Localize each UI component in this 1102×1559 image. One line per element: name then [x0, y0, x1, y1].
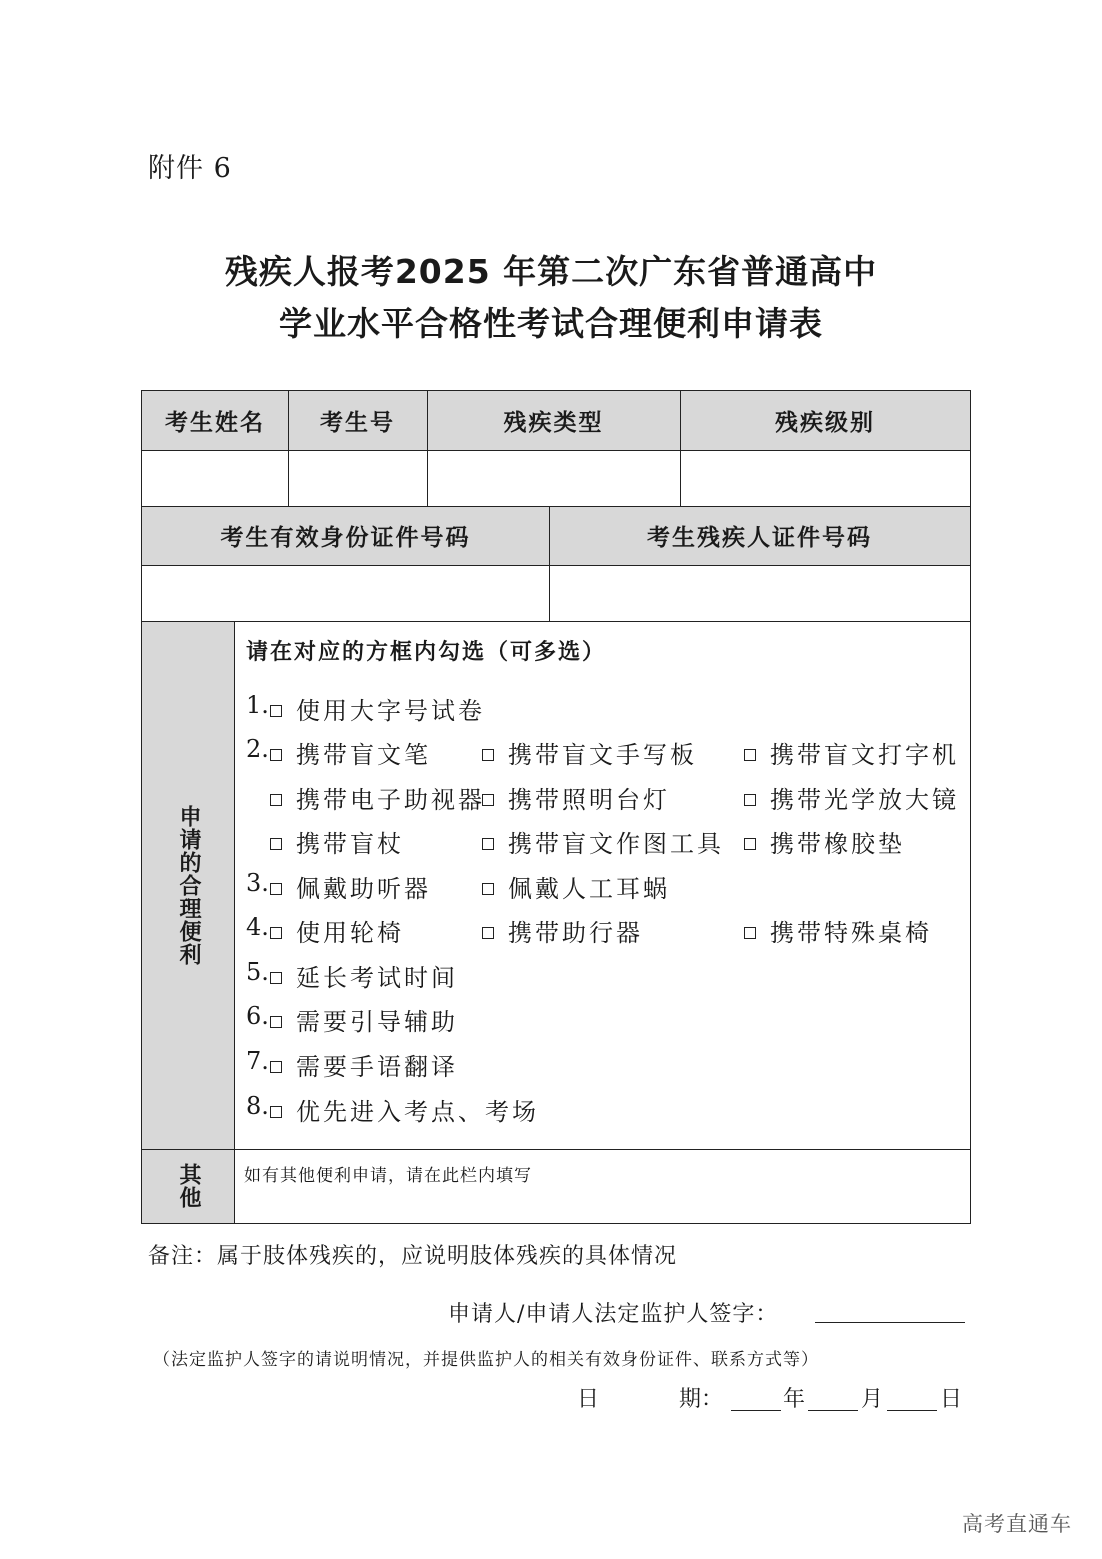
- accommodation-instruction: 请在对应的方框内勾选（可多选）: [246, 640, 607, 665]
- checkbox-icon[interactable]: [482, 883, 494, 895]
- input-id-number[interactable]: [142, 565, 549, 621]
- month-field[interactable]: [808, 1410, 858, 1411]
- header-student-name: 考生姓名: [142, 391, 288, 450]
- checkbox-icon[interactable]: [482, 838, 494, 850]
- guardian-note: （法定监护人签字的请说明情况，并提供监护人的相关有效身份证件、联系方式等）: [153, 1350, 819, 1370]
- date-label-ri: 日: [577, 1387, 600, 1412]
- option-white-cane[interactable]: 携带盲杖: [270, 824, 404, 859]
- option-desk-lamp[interactable]: 携带照明台灯: [482, 780, 670, 815]
- option-rubber-mat[interactable]: 携带橡胶垫: [744, 824, 905, 859]
- option-priority-entry[interactable]: 优先进入考点、考场: [270, 1092, 539, 1127]
- option-large-print-paper[interactable]: 使用大字号试卷: [270, 691, 485, 726]
- checkbox-icon[interactable]: [482, 749, 494, 761]
- checkbox-icon[interactable]: [270, 1106, 282, 1118]
- option-extended-time[interactable]: 延长考试时间: [270, 958, 458, 993]
- option-electronic-magnifier[interactable]: 携带电子助视器: [270, 780, 485, 815]
- header-student-number: 考生号: [288, 391, 427, 450]
- option-hearing-aid[interactable]: 佩戴助听器: [270, 869, 431, 904]
- checkbox-icon[interactable]: [270, 1061, 282, 1073]
- checkbox-icon[interactable]: [270, 883, 282, 895]
- day-field[interactable]: [887, 1410, 937, 1411]
- checkbox-icon[interactable]: [744, 838, 756, 850]
- option-optical-magnifier[interactable]: 携带光学放大镜: [744, 780, 959, 815]
- date-day-label: 日: [940, 1387, 963, 1412]
- item-number: 6.: [246, 1002, 269, 1030]
- option-cochlear-implant[interactable]: 佩戴人工耳蜗: [482, 869, 670, 904]
- checkbox-icon[interactable]: [270, 972, 282, 984]
- other-label-text: 其他: [176, 1163, 201, 1209]
- item-number: 5.: [246, 958, 269, 986]
- option-wheelchair[interactable]: 使用轮椅: [270, 913, 404, 948]
- option-special-desk-chair[interactable]: 携带特殊桌椅: [744, 913, 932, 948]
- signature-label: 申请人/申请人法定监护人签字：: [448, 1302, 779, 1327]
- input-disability-level[interactable]: [680, 450, 970, 506]
- form-title-line1: 残疾人报考2025 年第二次广东省普通高中: [224, 252, 878, 291]
- checkbox-icon[interactable]: [270, 794, 282, 806]
- date-label-qi: 期：: [679, 1387, 724, 1412]
- header-disability-level: 残疾级别: [680, 391, 970, 450]
- option-guided-assistance[interactable]: 需要引导辅助: [270, 1002, 458, 1037]
- item-number: 3.: [246, 869, 269, 897]
- checkbox-icon[interactable]: [744, 794, 756, 806]
- date-year-label: 年: [783, 1387, 806, 1412]
- checkbox-icon[interactable]: [270, 749, 282, 761]
- option-braille-pen[interactable]: 携带盲文笔: [270, 735, 431, 770]
- checkbox-icon[interactable]: [744, 749, 756, 761]
- input-student-number[interactable]: [288, 450, 427, 506]
- form-title-line2: 学业水平合格性考试合理便利申请表: [279, 304, 823, 343]
- other-request-hint[interactable]: 如有其他便利申请，请在此栏内填写: [244, 1166, 532, 1186]
- checkbox-icon[interactable]: [270, 838, 282, 850]
- checkbox-icon[interactable]: [482, 794, 494, 806]
- input-student-name[interactable]: [142, 450, 288, 506]
- remark-note: 备注：属于肢体残疾的，应说明肢体残疾的具体情况: [148, 1244, 678, 1269]
- year-field[interactable]: [731, 1410, 781, 1411]
- item-number: 7.: [246, 1047, 269, 1075]
- checkbox-icon[interactable]: [482, 927, 494, 939]
- date-month-label: 月: [861, 1387, 884, 1412]
- input-disability-type[interactable]: [427, 450, 680, 506]
- header-disability-cert-number: 考生残疾人证件号码: [549, 506, 970, 565]
- option-braille-slate[interactable]: 携带盲文手写板: [482, 735, 697, 770]
- header-id-number: 考生有效身份证件号码: [142, 506, 549, 565]
- item-number: 4.: [246, 913, 269, 941]
- option-sign-language[interactable]: 需要手语翻译: [270, 1047, 458, 1082]
- option-walker[interactable]: 携带助行器: [482, 913, 643, 948]
- option-braille-drawing-tools[interactable]: 携带盲文作图工具: [482, 824, 724, 859]
- header-disability-type: 残疾类型: [427, 391, 680, 450]
- attachment-label: 附件 6: [148, 153, 232, 184]
- item-number: 1.: [246, 691, 269, 719]
- checkbox-icon[interactable]: [270, 1016, 282, 1028]
- item-number: 8.: [246, 1092, 269, 1120]
- signature-field[interactable]: [815, 1322, 965, 1323]
- checkbox-icon[interactable]: [270, 705, 282, 717]
- item-number: 2.: [246, 735, 269, 763]
- checkbox-icon[interactable]: [270, 927, 282, 939]
- checkbox-icon[interactable]: [744, 927, 756, 939]
- section-label-accommodations: [142, 621, 234, 1149]
- option-braille-typewriter[interactable]: 携带盲文打字机: [744, 735, 959, 770]
- watermark: 高考直通车: [962, 1512, 1072, 1536]
- input-disability-cert-number[interactable]: [549, 565, 970, 621]
- section-label-text: 申请的合理便利: [176, 804, 201, 966]
- application-form-table: [141, 390, 971, 1224]
- section-label-other: [142, 1149, 234, 1223]
